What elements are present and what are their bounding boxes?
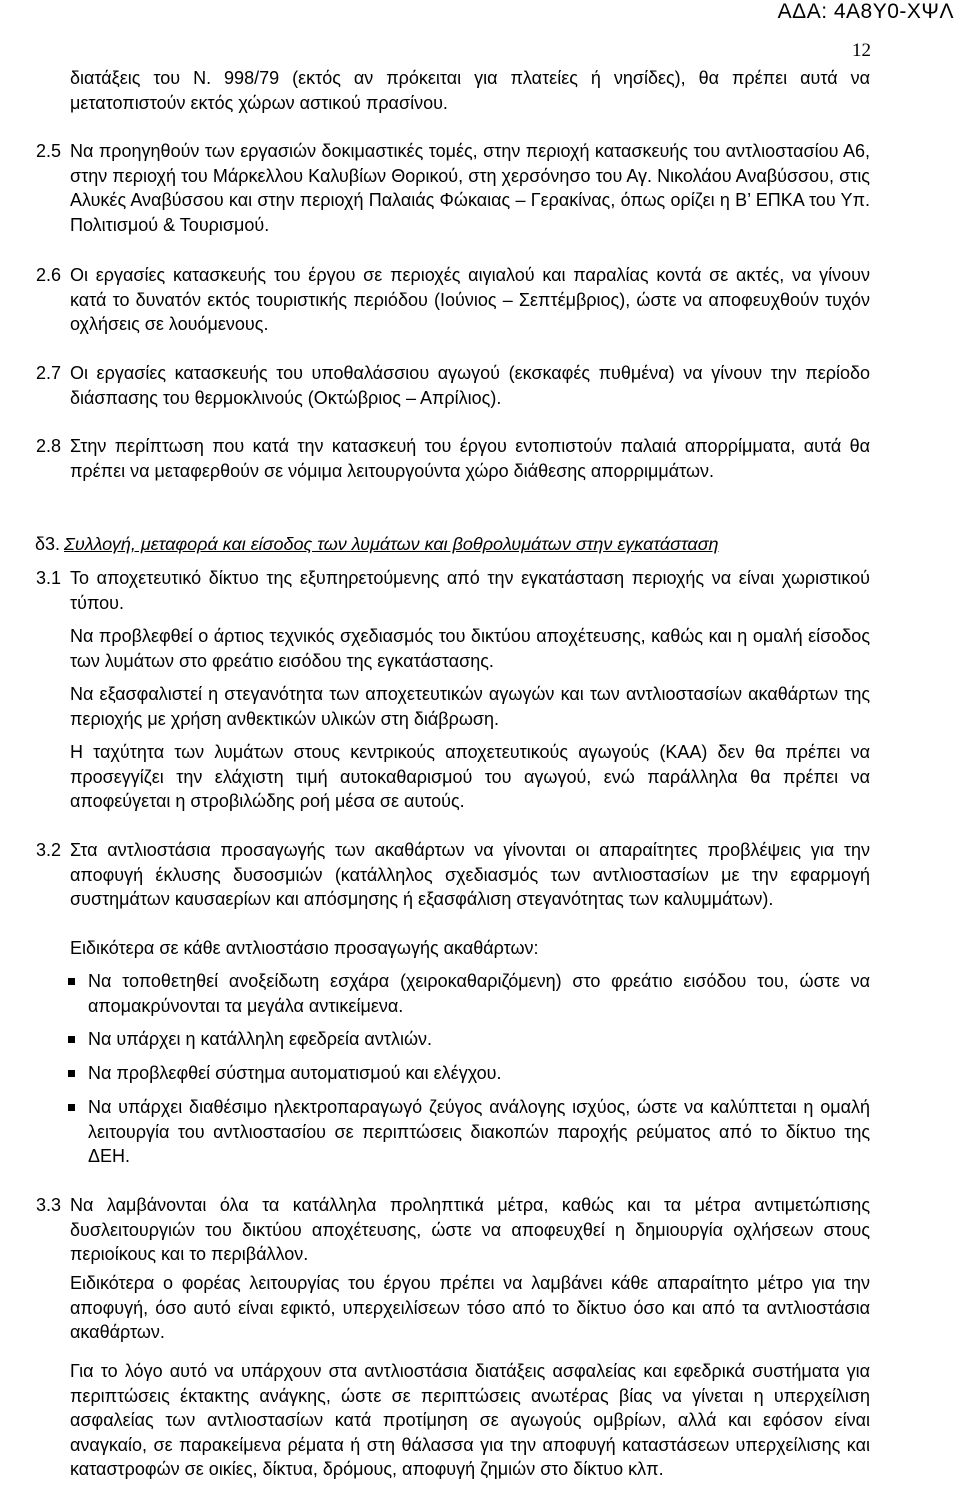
paragraph-number: 3.1: [36, 568, 62, 588]
list-item-text: Να υπάρχει η κατάλληλη εφεδρεία αντλιών.: [88, 1029, 432, 1049]
paragraph-number: 2.7: [36, 363, 62, 383]
paragraph-text: Να λαμβάνονται όλα τα κατάλληλα προληπτικά μέτρα, καθώς και τα μέτρα αντιμετώπισης δυσλειτουργιών του δικτύου αποχέτευσης, ώστε να αποφευχθεί η δημιουργία οχλήσεων στους περιοίκους και το περιβάλλον.: [70, 1195, 870, 1264]
list-item: [88, 1027, 870, 1052]
paragraph-3-3: [36, 1193, 870, 1267]
paragraph-text: Στην περίπτωση που κατά την κατασκευή του έργου εντοπιστούν παλαιά απορρίμματα, αυτά θα πρέπει να μεταφερθούν σε νόμιμα λειτουργούντα χώρο διάθεσης απορριμμάτων.: [70, 436, 870, 481]
section-label: δ3.: [35, 534, 61, 554]
section-heading-d3: [35, 532, 719, 557]
list-item-text: Να υπάρχει διαθέσιμο ηλεκτροπαραγωγό ζεύγος ανάλογης ισχύος, ώστε να καλύπτεται η ομαλή λειτουργία του αντλιοστασίου σε περιπτώσεις διακοπών παροχής ρεύματος από το δίκτυο της ΔΕΗ.: [88, 1097, 870, 1166]
paragraph-text: Να προηγηθούν των εργασιών δοκιμαστικές τομές, στην περιοχή κατασκευής του αντλιοστασίου Α6, στην περιοχή του Μάρκελλου Καλυβίων Θορικού, στη χερσόνησο του Αγ. Νικολάου Αναβύσσου, στις Αλυκές Αναβύσσου και στην περιοχή Παλαιάς Φώκαιας – Γερακίνας, όπως ορίζει η Β’ ΕΠΚΑ του Υπ. Πολιτισμού & Τουρισμού.: [70, 141, 870, 235]
paragraph-3-1-c: Να εξασφαλιστεί η στεγανότητα των αποχετευτικών αγωγών και των αντλιοστασίων ακαθάρτων της περιοχής με χρήση ανθεκτικών υλικών στη διάβρωση.: [70, 684, 870, 729]
paragraph-text: Οι εργασίες κατασκευής του υποθαλάσσιου αγωγού (εκσκαφές πυθμένα) να γίνουν την περίοδο διάσπασης του θερμοκλινούς (Οκτώβριος – Απρίλιος).: [70, 363, 870, 408]
paragraph-3-1: [36, 566, 870, 615]
paragraph-3-3-b: Ειδικότερα ο φορέας λειτουργίας του έργου πρέπει να λαμβάνει κάθε απαραίτητο μέτρο για την αποφυγή, όσο αυτό είναι εφικτό, υπερχειλίσεων τόσο από το δίκτυο όσο και από τα αντλιοστάσια ακαθάρτων.: [70, 1273, 870, 1342]
paragraph-2-8: [36, 434, 870, 483]
section-title: Συλλογή, μεταφορά και είσοδος των λυμάτων και βοθρολυμάτων στην εγκατάσταση: [64, 534, 719, 554]
list-item-text: Να προβλεφθεί σύστημα αυτοματισμού και ελέγχου.: [88, 1063, 502, 1083]
paragraph-3-1-b: Να προβλεφθεί ο άρτιος τεχνικός σχεδιασμός του δικτύου αποχέτευσης, καθώς και η ομαλή είσοδος των λυμάτων στο φρεάτιο εισόδου της εγκατάστασης.: [70, 626, 870, 671]
paragraph-2-6: [36, 263, 870, 337]
page-number: 12: [852, 40, 871, 61]
ada-code: ΑΔΑ: 4Α8Υ0-ΧΨΛ: [777, 0, 954, 23]
square-bullet-icon: [68, 978, 75, 985]
paragraph-2-7: [36, 361, 870, 410]
paragraph-number: 3.3: [36, 1195, 62, 1215]
list-item-text: Να τοποθετηθεί ανοξείδωτη εσχάρα (χειροκαθαριζόμενη) στο φρεάτιο εισόδου του, ώστε να απομακρύνονται τα μεγάλα αντικείμενα.: [88, 971, 870, 1016]
list-item: [88, 1095, 870, 1169]
paragraph-2-5: [36, 139, 870, 237]
square-bullet-icon: [68, 1070, 75, 1077]
paragraph-continuation: διατάξεις του Ν. 998/79 (εκτός αν πρόκειται για πλατείες ή νησίδες), θα πρέπει αυτά να μετατοπιστούν εκτός χώρων αστικού πρασίνου.: [70, 68, 870, 113]
paragraph-3-2-intro: Ειδικότερα σε κάθε αντλιοστάσιο προσαγωγής ακαθάρτων:: [70, 938, 539, 958]
paragraph-number: 2.5: [36, 141, 62, 161]
square-bullet-icon: [68, 1104, 75, 1111]
paragraph-number: 2.8: [36, 436, 62, 456]
paragraph-text: Το αποχετευτικό δίκτυο της εξυπηρετούμενης από την εγκατάσταση περιοχής να είναι χωριστικού τύπου.: [70, 568, 870, 613]
paragraph-number: 3.2: [36, 840, 62, 860]
list-item: [88, 1061, 870, 1086]
paragraph-3-3-c: Για το λόγο αυτό να υπάρχουν στα αντλιοστάσια διατάξεις ασφαλείας και εφεδρικά συστήματα για περιπτώσεις έκτακτης ανάγκης, ώστε σε περιπτώσεις ανωτέρας βίας να γίνεται η υπερχείλιση ασφαλείας των αντλιοστασίων κατά προτίμηση σε αγωγούς ομβρίων, αλλά και εφόσον είναι αναγκαίο, σε παρακείμενα ρέματα ή στη θάλασσα για την αποφυγή καταστάσεων υπερχείλισης και καταστροφών σε οικίες, δίκτυα, δρόμους, αποφυγή ζημιών στο δίκτυο κλπ.: [70, 1361, 870, 1479]
paragraph-number: 2.6: [36, 265, 62, 285]
paragraph-text: Στα αντλιοστάσια προσαγωγής των ακαθάρτων να γίνονται οι απαραίτητες προβλέψεις για την αποφυγή έκλυσης δυσοσμιών (κατάλληλος σχεδιασμός των αντλιοστασίων με την εφαρμογή συστημάτων καυσαερίων και απόσμησης ή εξασφάλιση στεγανότητας των καλυμμάτων).: [70, 840, 870, 909]
paragraph-3-2: [36, 838, 870, 912]
paragraph-text: Οι εργασίες κατασκευής του έργου σε περιοχές αιγιαλού και παραλίας κοντά σε ακτές, να γίνουν κατά το δυνατόν εκτός τουριστικής περιόδου (Ιούνιος – Σεπτέμβριος), ώστε να αποφευχθούν τυχόν οχλήσεις σε λουόμενους.: [70, 265, 870, 334]
list-item: [88, 969, 870, 1018]
paragraph-3-1-d: Η ταχύτητα των λυμάτων στους κεντρικούς αποχετευτικούς αγωγούς (ΚΑΑ) δεν θα πρέπει να προσεγγίζει την ελάχιστη τιμή αυτοκαθαρισμού του αγωγού, ενώ παράλληλα θα πρέπει να αποφεύγεται η στροβιλώδης ροή μέσα σε αυτούς.: [70, 742, 870, 811]
square-bullet-icon: [68, 1036, 75, 1043]
